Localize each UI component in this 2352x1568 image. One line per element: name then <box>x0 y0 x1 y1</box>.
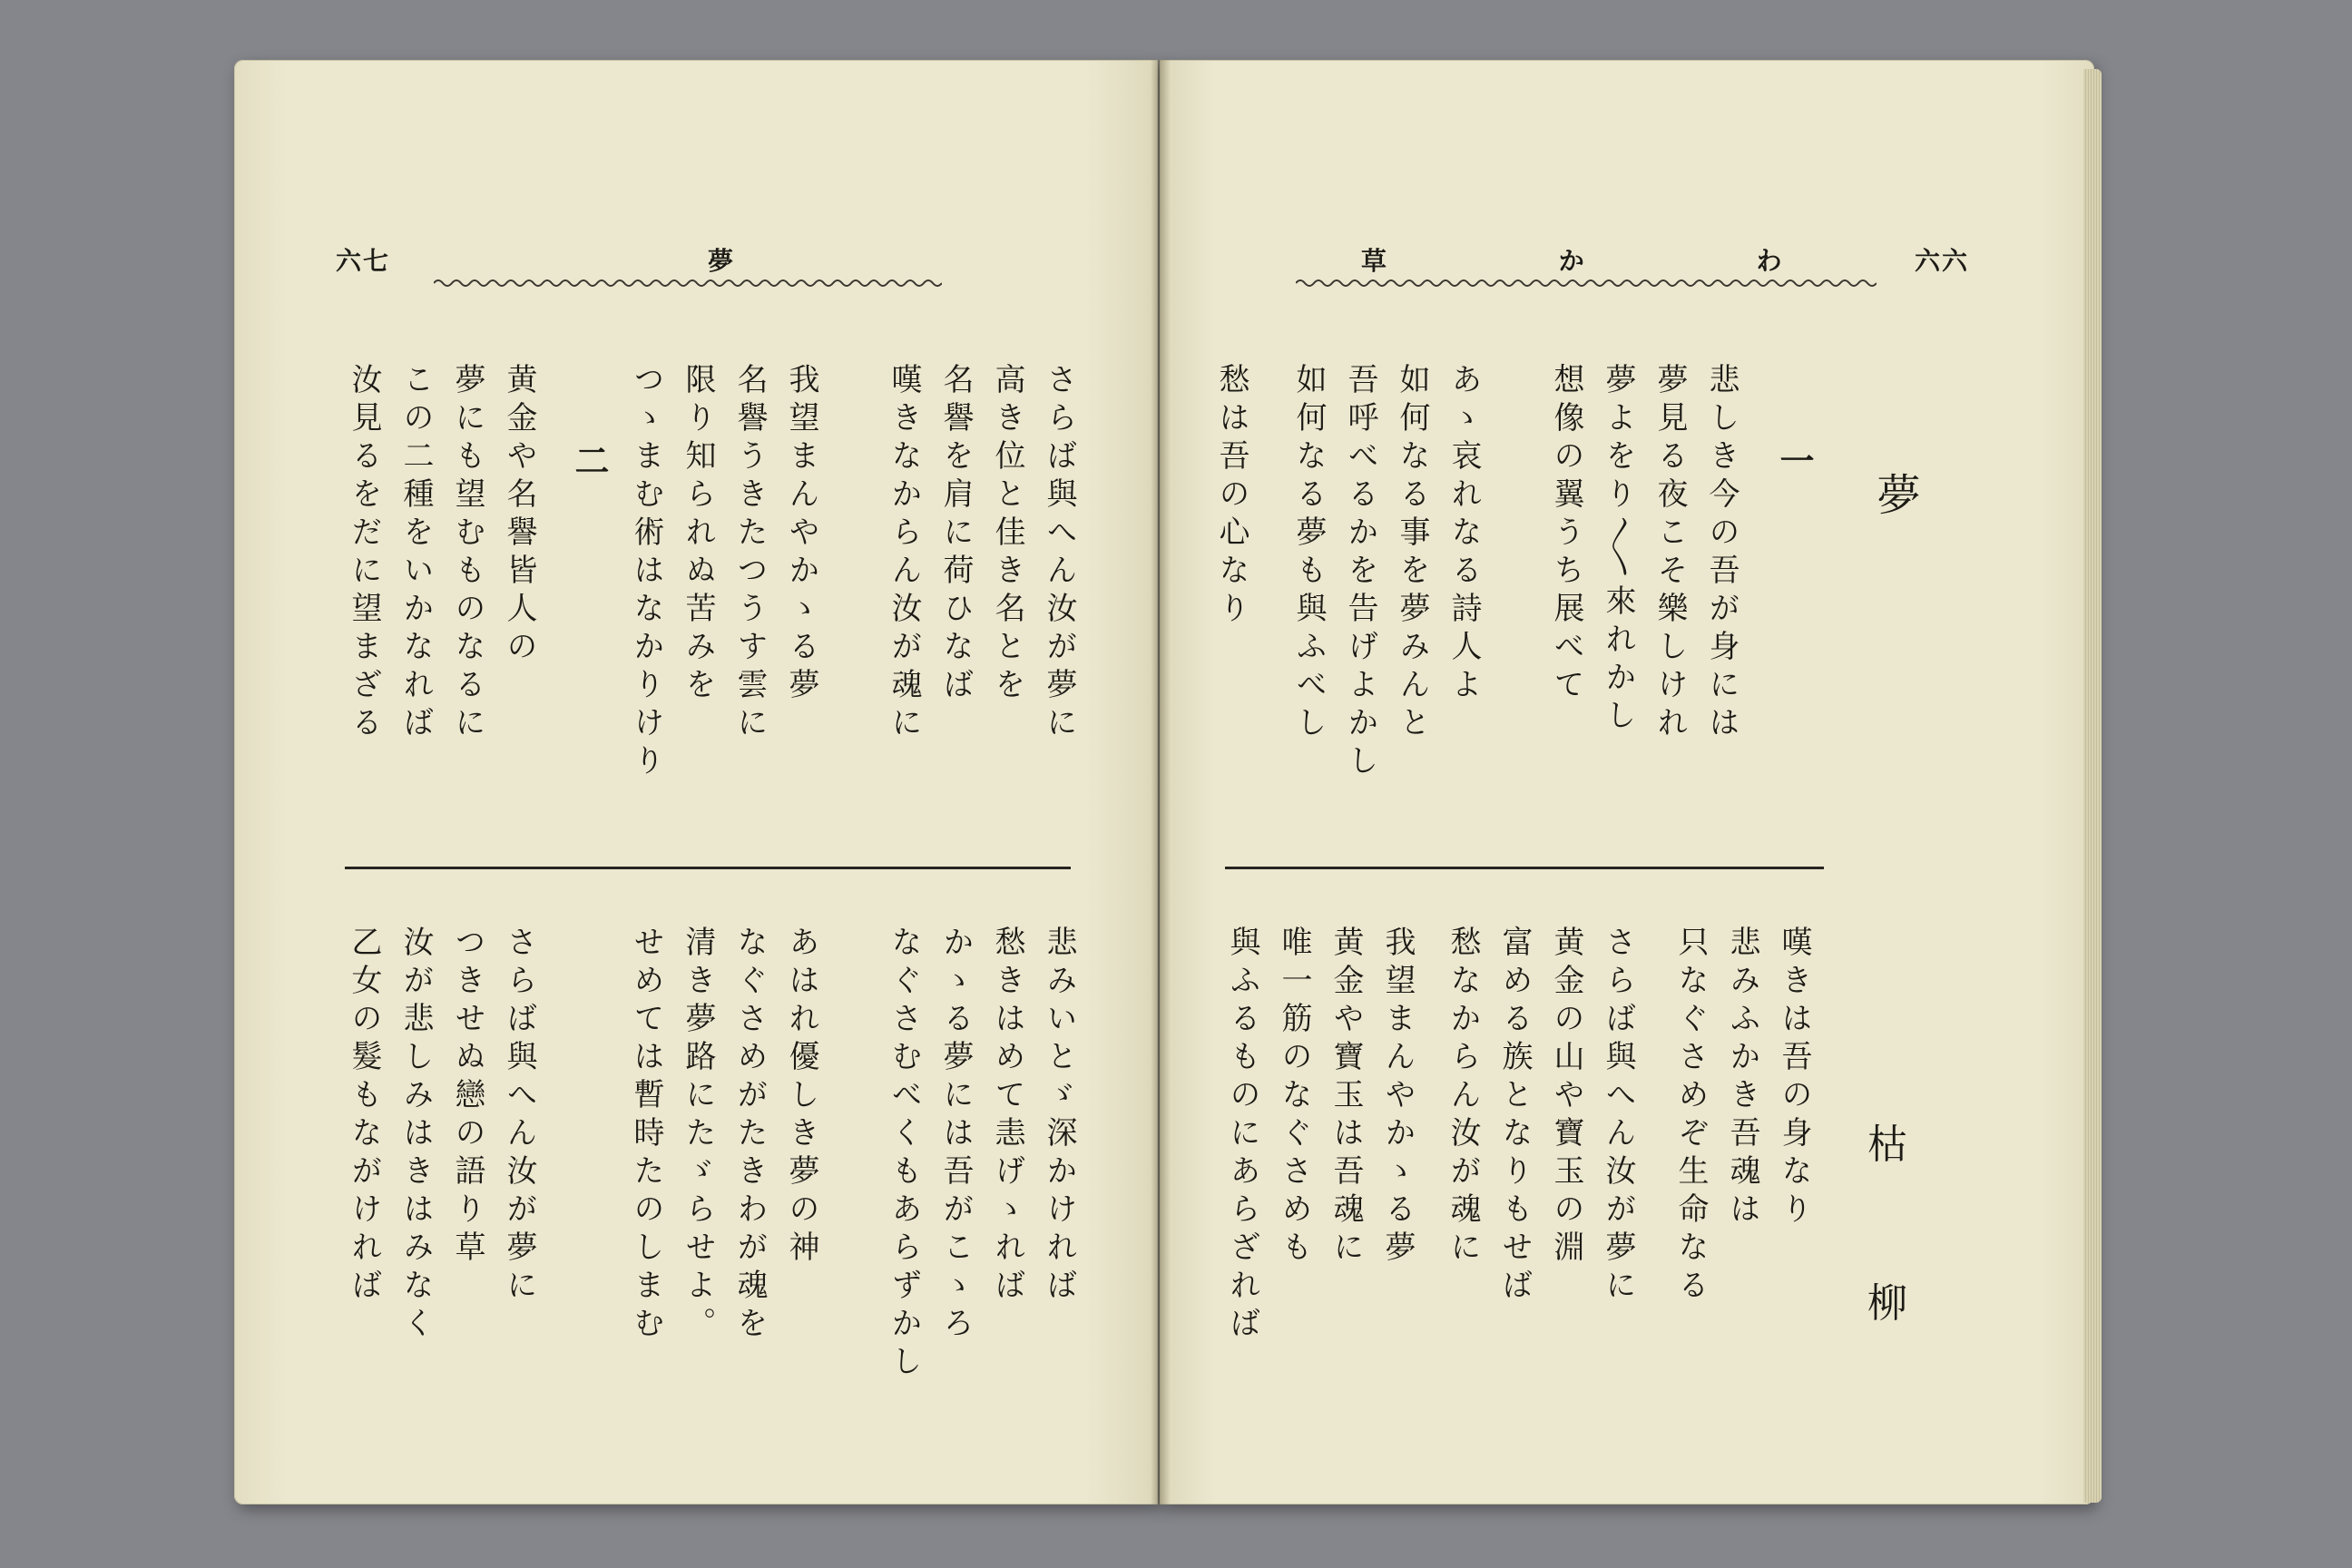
left-upper-line-7: 限り知られぬ苦みを <box>680 363 716 706</box>
left-upper-line-1: さらば與へん汝が夢に <box>1041 363 1077 744</box>
left-section-numeral: 二 <box>569 443 610 477</box>
right-lower-line-10: 唯一筋のなぐさめも <box>1276 926 1312 1269</box>
right-upper-line-9: 愁は吾の心なり <box>1213 363 1250 630</box>
right-upper-line-2: 夢見る夜こそ樂しけれ <box>1651 363 1688 744</box>
left-header-wavy-rule <box>434 278 942 289</box>
left-upper-line-10: 夢にも望むものなるに <box>449 363 485 744</box>
left-lower-line-6: なぐさめがたきわが魂を <box>731 926 768 1345</box>
right-lower-line-9: 黄金や寶玉は吾魂に <box>1328 926 1364 1269</box>
left-upper-line-4: 嘆きなからん汝が魂に <box>886 363 922 744</box>
page-edges <box>2083 69 2102 1503</box>
right-lower-line-6: 富める族となりもせば <box>1496 926 1533 1307</box>
book-gutter <box>1151 60 1171 1504</box>
left-lower-line-12: 乙女の髮もながければ <box>346 926 382 1307</box>
left-lower-line-7: 清き夢路にたゞらせよ。 <box>680 926 716 1345</box>
left-running-title: 夢 <box>708 246 736 276</box>
left-lower-line-1: 悲みいとゞ深かければ <box>1041 926 1077 1307</box>
left-upper-line-5: 我望まんやかゝる夢 <box>783 363 819 706</box>
left-upper-line-6: 名譽うきたつうす雲に <box>731 363 768 744</box>
left-lower-line-2: 愁きはめて恚げゝれば <box>989 926 1025 1307</box>
left-lower-line-11: 汝が悲しみはきはみなく <box>397 926 434 1345</box>
right-lower-line-5: 黄金の山や寶玉の淵 <box>1548 926 1584 1269</box>
right-lower-line-7: 愁なからん汝が魂に <box>1445 926 1481 1269</box>
left-upper-line-3: 名譽を肩に荷ひなば <box>937 363 974 706</box>
left-middle-rule <box>345 867 1071 869</box>
right-section-numeral: 一 <box>1774 443 1815 477</box>
author-name-char-2: 柳 <box>1867 1280 1907 1327</box>
left-lower-line-3: かゝる夢には吾がこゝろ <box>937 926 974 1345</box>
right-lower-line-3: 只なぐさめぞ生命なる <box>1672 926 1709 1307</box>
right-upper-line-3: 夢よをり〳〵來れかし <box>1600 363 1636 737</box>
left-upper-line-8: つゝまむ術はなかりけり <box>628 363 664 782</box>
right-page-number: 六六 <box>1915 246 1970 276</box>
right-middle-rule <box>1225 867 1824 869</box>
left-lower-line-4: なぐさむべくもあらずかし <box>886 926 922 1383</box>
left-upper-line-11: この二種をいかなれば <box>397 363 434 744</box>
left-upper-line-2: 高き位と佳き名とを <box>989 363 1025 706</box>
right-running-title: 草 か わ <box>1361 246 1864 276</box>
right-upper-line-5: あゝ哀れなる詩人よ <box>1446 363 1482 706</box>
right-upper-line-7: 吾呼べるかを告げよかし <box>1342 363 1378 782</box>
right-lower-line-1: 嘆きは吾の身なり <box>1776 926 1812 1230</box>
right-upper-line-6: 如何なる事を夢みんと <box>1394 363 1430 744</box>
right-upper-line-1: 悲しき今の吾が身には <box>1703 363 1740 744</box>
left-page-number: 六七 <box>336 246 391 276</box>
right-lower-line-8: 我望まんやかゝる夢 <box>1379 926 1416 1269</box>
right-upper-line-8: 如何なる夢も與ふべし <box>1290 363 1327 744</box>
author-name-char-1: 枯 <box>1867 1122 1907 1168</box>
left-upper-line-9: 黄金や名譽皆人の <box>501 363 537 668</box>
right-upper-line-4: 想像の翼うち展べて <box>1548 363 1584 706</box>
right-lower-line-11: 與ふるものにあらざれば <box>1224 926 1260 1345</box>
left-lower-line-10: つきせぬ戀の語り草 <box>449 926 485 1269</box>
right-lower-line-4: さらば與へん汝が夢に <box>1600 926 1636 1307</box>
poem-title: 夢 <box>1869 472 1920 524</box>
left-lower-line-5: あはれ優しき夢の神 <box>783 926 819 1269</box>
left-lower-line-8: せめては暫時たのしまむ <box>628 926 664 1345</box>
right-lower-line-2: 悲みふかき吾魂は <box>1724 926 1760 1230</box>
left-upper-line-12: 汝見るをだに望まざる <box>346 363 382 744</box>
left-lower-line-9: さらば與へん汝が夢に <box>501 926 537 1307</box>
right-header-wavy-rule <box>1296 278 1877 289</box>
